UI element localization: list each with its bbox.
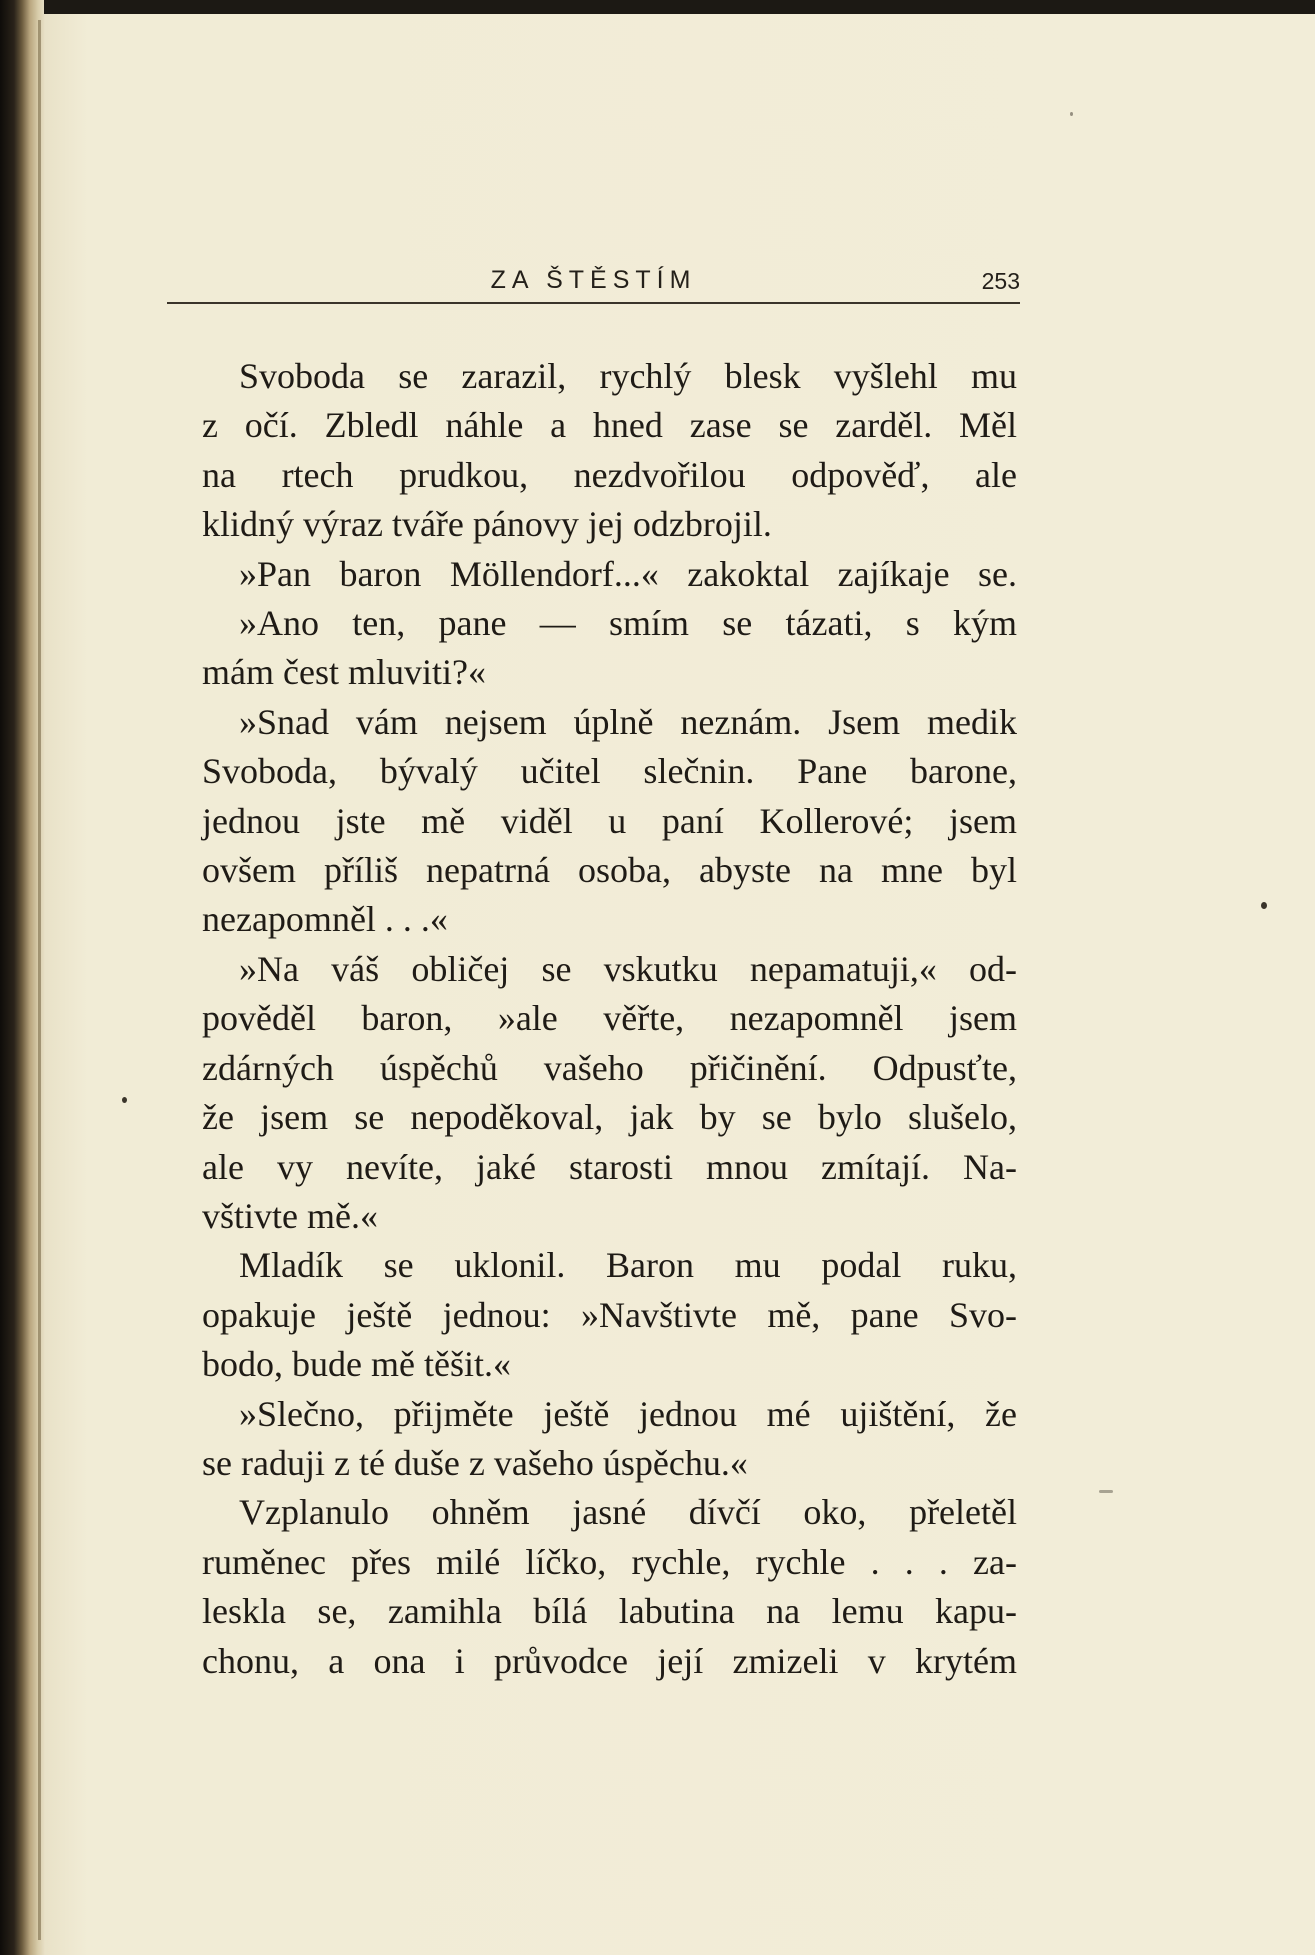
text-line: »Pan baron Möllendorf...« zakoktal zajíkaje se.	[239, 553, 1017, 594]
body-text	[165, 352, 1017, 1686]
text-line: vštivte mě.«	[202, 1195, 378, 1236]
running-head-title: ZA ŠTĚSTÍM	[490, 266, 697, 294]
text-line: ale vy nevíte, jaké starosti mnou zmítají. Na-	[202, 1146, 1017, 1187]
print-speck	[122, 1097, 127, 1103]
text-line: nezapomněl . . .«	[202, 899, 448, 940]
paragraph	[165, 1390, 1017, 1489]
paragraph	[165, 1488, 1017, 1686]
text-line: Vzplanulo ohněm jasné dívčí oko, přeletěl	[239, 1492, 1017, 1533]
text-line: že jsem se nepoděkoval, jak by se bylo slušelo,	[202, 1097, 1017, 1138]
page-number: 253	[981, 268, 1020, 294]
text-line: »Ano ten, pane — smím se tázati, s kým	[239, 603, 1017, 644]
print-speck	[1261, 902, 1267, 909]
header-rule	[167, 302, 1020, 304]
text-line: pověděl baron, »ale věřte, nezapomněl jsem	[202, 998, 1017, 1039]
paragraph	[165, 1241, 1017, 1389]
text-line: »Snad vám nejsem úplně neznám. Jsem medik	[239, 701, 1017, 742]
text-line: se raduji z té duše z vašeho úspěchu.«	[202, 1442, 748, 1483]
text-line: Svoboda se zarazil, rychlý blesk vyšlehl mu	[239, 356, 1017, 396]
paragraph	[165, 599, 1017, 698]
text-line: na rtech prudkou, nezdvořilou odpověď, ale	[202, 454, 1017, 495]
paragraph	[165, 550, 1017, 599]
paragraph	[165, 352, 1017, 550]
text-line: Svoboda, bývalý učitel slečnin. Pane barone,	[202, 751, 1017, 792]
text-line: Mladík se uklonil. Baron mu podal ruku,	[239, 1245, 1017, 1286]
text-line: opakuje ještě jednou: »Navštivte mě, pane Svo-	[202, 1294, 1017, 1335]
text-line: z očí. Zbledl náhle a hned zase se zarděl. Měl	[202, 405, 1017, 446]
text-line: bodo, bude mě těšit.«	[202, 1344, 511, 1385]
running-head	[167, 262, 1020, 302]
paragraph	[165, 945, 1017, 1241]
text-line: mám čest mluviti?«	[202, 652, 486, 693]
text-line: ruměnec přes milé líčko, rychle, rychle . . . za-	[202, 1541, 1017, 1582]
paragraph	[165, 698, 1017, 945]
text-line: »Na váš obličej se vskutku nepamatuji,« od-	[239, 948, 1017, 989]
text-line: »Slečno, přijměte ještě jednou mé ujištění, že	[239, 1393, 1017, 1434]
print-speck	[1099, 1490, 1113, 1493]
text-line: jednou jste mě viděl u paní Kollerové; jsem	[202, 800, 1017, 841]
text-line: chonu, a ona i průvodce její zmizeli v krytém	[202, 1640, 1017, 1681]
text-line: zdárných úspěchů vašeho přičinění. Odpusťte,	[202, 1047, 1017, 1088]
text-line: leskla se, zamihla bílá labutina na lemu kapu-	[202, 1591, 1017, 1632]
text-line: klidný výraz tváře pánovy jej odzbrojil.	[202, 504, 772, 545]
spine-edge	[38, 20, 41, 1940]
text-line: ovšem příliš nepatrná osoba, abyste na mne byl	[202, 850, 1017, 891]
print-speck	[1070, 112, 1073, 116]
